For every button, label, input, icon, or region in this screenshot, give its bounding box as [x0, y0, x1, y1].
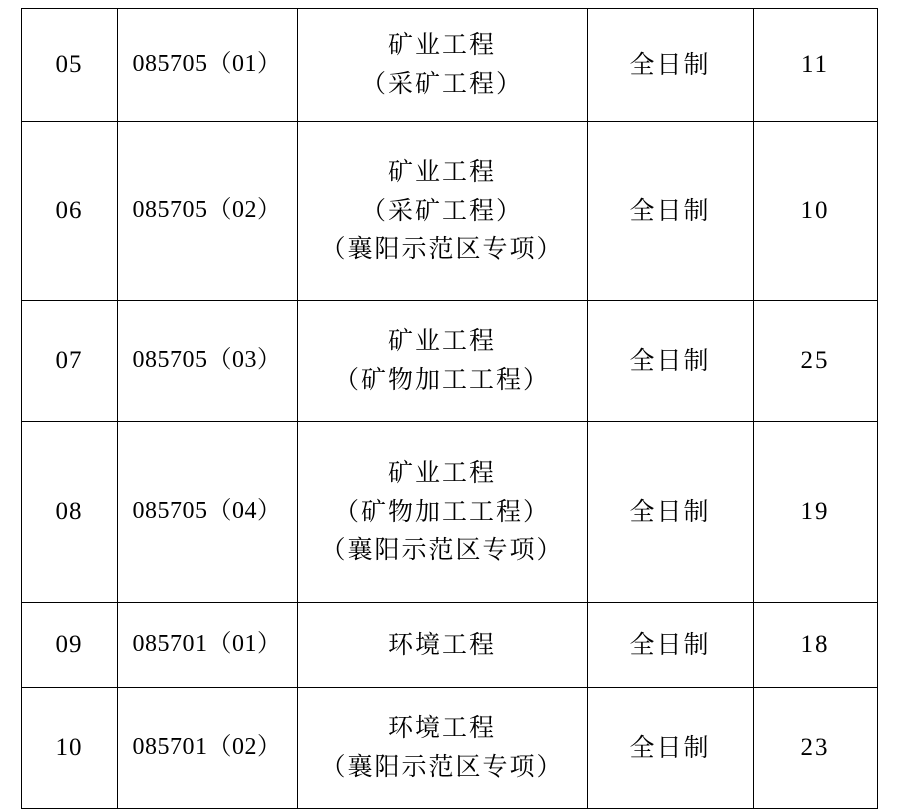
row-quota-count: 11 [753, 9, 877, 122]
major-name-line: 环境工程 [387, 629, 496, 659]
row-sequence-number: 09 [21, 603, 117, 688]
row-study-mode: 全日制 [587, 688, 753, 809]
row-major-code: 085701（01） [117, 603, 297, 688]
row-major-code: 085705（01） [117, 9, 297, 122]
row-major-name [297, 301, 587, 422]
major-name-line: 矿业工程 [387, 156, 496, 186]
row-sequence-number: 07 [21, 301, 117, 422]
major-name-line: （矿物加工工程） [333, 365, 550, 394]
major-name-line: （矿物加工工程） [333, 496, 550, 526]
table-row [21, 603, 877, 688]
major-name-line: （襄阳示范区专项） [320, 234, 564, 264]
major-name-line: （采矿工程） [360, 69, 523, 98]
row-major-code: 085701（02） [117, 688, 297, 809]
row-major-name [297, 688, 587, 809]
major-name-line: 矿业工程 [387, 326, 496, 356]
row-quota-count: 10 [753, 122, 877, 301]
row-major-code: 085705（03） [117, 301, 297, 422]
row-sequence-number: 08 [21, 422, 117, 603]
enrollment-table [21, 8, 878, 809]
row-major-name [297, 122, 587, 301]
major-name-line: （襄阳示范区专项） [320, 752, 564, 781]
row-sequence-number: 10 [21, 688, 117, 809]
table-row [21, 122, 877, 301]
row-major-code: 085705（02） [117, 122, 297, 301]
row-sequence-number: 06 [21, 122, 117, 301]
row-sequence-number: 05 [21, 9, 117, 122]
major-name-line: 环境工程 [387, 713, 496, 743]
row-study-mode: 全日制 [587, 122, 753, 301]
row-quota-count: 25 [753, 301, 877, 422]
row-quota-count: 18 [753, 603, 877, 688]
row-major-name [297, 9, 587, 122]
row-study-mode: 全日制 [587, 9, 753, 122]
row-study-mode: 全日制 [587, 422, 753, 603]
row-study-mode: 全日制 [587, 603, 753, 688]
row-major-name [297, 422, 587, 603]
row-study-mode: 全日制 [587, 301, 753, 422]
table-row [21, 301, 877, 422]
row-quota-count: 23 [753, 688, 877, 809]
table-row [21, 9, 877, 122]
major-name-line: （襄阳示范区专项） [320, 535, 564, 565]
row-major-name [297, 603, 587, 688]
table-row [21, 422, 877, 603]
major-name-line: 矿业工程 [387, 457, 496, 487]
major-name-line: （采矿工程） [360, 195, 523, 225]
row-quota-count: 19 [753, 422, 877, 603]
row-major-code: 085705（04） [117, 422, 297, 603]
major-name-line: 矿业工程 [387, 30, 496, 60]
table-row [21, 688, 877, 809]
